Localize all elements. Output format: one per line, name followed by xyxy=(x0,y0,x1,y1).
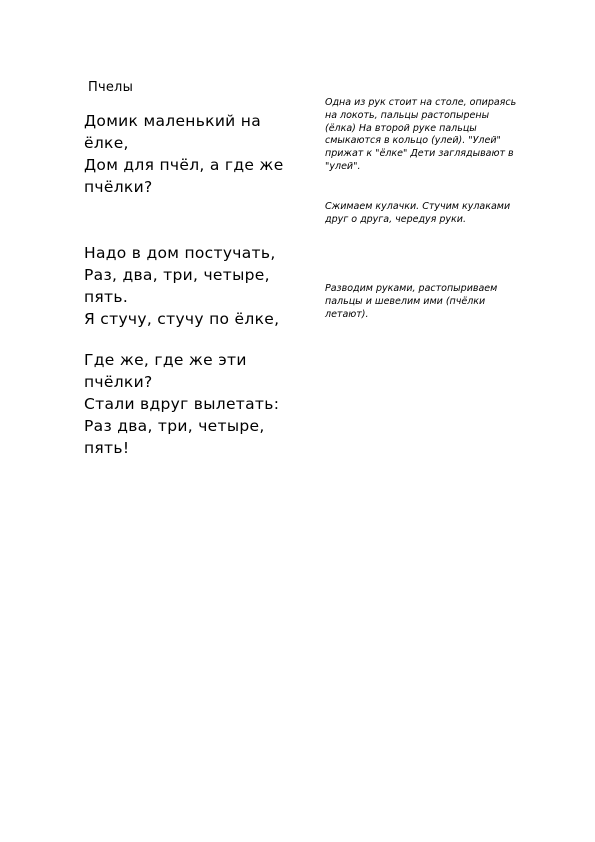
note-line: прижат к "ёлке" Дети заглядывают в xyxy=(325,148,514,160)
poem-line: Где же, где же эти xyxy=(84,351,247,369)
note-line: "улей". xyxy=(325,160,361,172)
poem-line: Раз два, три, четыре, xyxy=(84,417,265,435)
note-line: друг о друга, чередуя руки. xyxy=(325,213,466,225)
poem-line: пять! xyxy=(84,439,130,457)
note-line: летают). xyxy=(325,308,369,320)
poem-line: ёлке, xyxy=(84,134,129,152)
instruction-note-3 xyxy=(325,283,550,321)
poem-title: Пчелы xyxy=(88,80,134,95)
poem-line: Стали вдруг вылетать: xyxy=(84,395,280,413)
instruction-note-2 xyxy=(325,201,550,227)
poem-line: Раз, два, три, четыре, xyxy=(84,266,270,284)
note-line: Разводим руками, растопыриваем xyxy=(325,283,498,294)
poem-line: Я стучу, стучу по ёлке, xyxy=(84,310,280,328)
note-line: пальцы и шевелим ими (пчёлки xyxy=(325,295,486,307)
note-line: Сжимаем кулачки. Стучим кулаками xyxy=(325,201,511,212)
instruction-note-1 xyxy=(325,97,550,174)
note-line: (ёлка) На второй руке пальцы xyxy=(325,122,477,134)
note-line: Одна из рук стоит на столе, опираясь xyxy=(325,97,517,108)
note-line: на локоть, пальцы растопырены xyxy=(325,109,490,121)
poem-line: Домик маленький на xyxy=(84,112,262,130)
poem-line: пять. xyxy=(84,288,129,306)
poem-line: Надо в дом постучать, xyxy=(84,244,276,262)
poem-line: Дом для пчёл, а где же xyxy=(84,156,284,174)
poem-stanza-2 xyxy=(84,242,314,330)
poem-line: пчёлки? xyxy=(84,373,153,391)
poem-line: пчёлки? xyxy=(84,178,153,196)
poem-stanza-3 xyxy=(84,349,314,459)
poem-stanza-1 xyxy=(84,110,314,198)
note-line: смыкаются в кольцо (улей). "Улей" xyxy=(325,135,501,147)
